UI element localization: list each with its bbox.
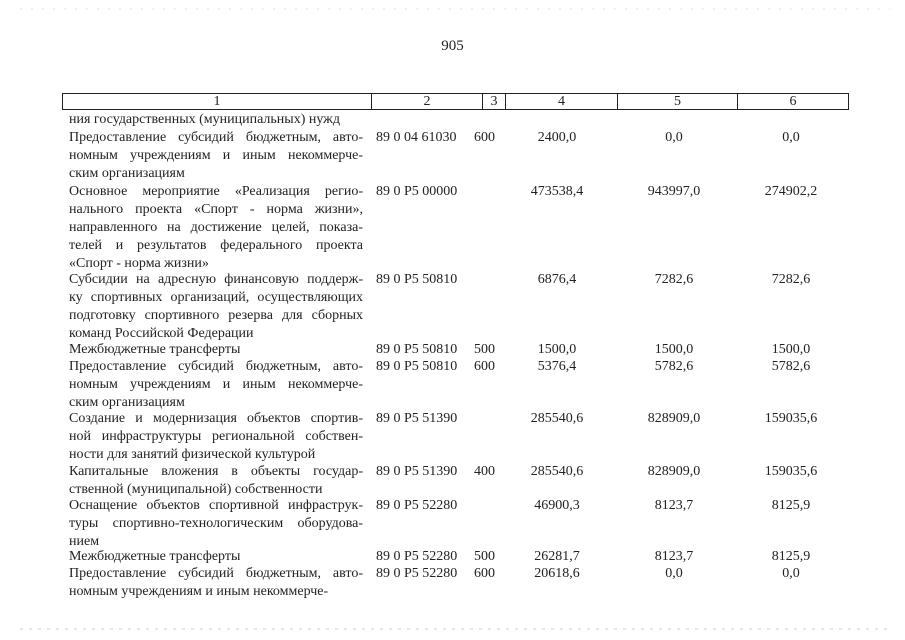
row-name xyxy=(69,111,363,129)
table-row xyxy=(0,463,905,499)
row-value-col-5: 8123,7 xyxy=(654,498,694,513)
row-value-col-4: 6876,4 xyxy=(537,272,577,287)
table-row xyxy=(0,565,905,601)
row-code: 89 0 04 61030 xyxy=(376,130,457,145)
row-name-line: нием xyxy=(69,534,100,549)
row-value-col-5: 1500,0 xyxy=(654,342,694,357)
row-name xyxy=(69,358,363,412)
row-name-line: туры спортивно-технологическим оборудова- xyxy=(69,516,363,531)
row-name xyxy=(69,341,363,359)
row-name xyxy=(69,271,363,343)
scan-edge-bottom xyxy=(20,628,890,630)
row-name-line: ния государственных (муниципальных) нужд xyxy=(69,112,340,127)
row-code: 89 0 P5 51390 xyxy=(376,464,458,479)
row-expense-type: 400 xyxy=(474,464,495,479)
row-name xyxy=(69,183,363,273)
row-value-col-6: 0,0 xyxy=(782,130,800,145)
row-name-line: ку спортивных организаций, осуществляющих xyxy=(69,290,363,305)
row-name-line: Предоставление субсидий бюджетным, авто- xyxy=(69,359,363,374)
row-name-line: номным учреждениям и иным некоммерче- xyxy=(69,584,329,599)
header-col-3: 3 xyxy=(482,94,505,109)
row-name-line: Предоставление субсидий бюджетным, авто- xyxy=(69,566,363,581)
row-value-col-4: 5376,4 xyxy=(537,359,577,374)
row-name-line: Капитальные вложения в объекты государ- xyxy=(69,464,363,479)
row-name xyxy=(69,497,363,551)
row-name-line: Оснащение объектов спортивной инфраструк- xyxy=(69,498,363,513)
row-value-col-6: 5782,6 xyxy=(771,359,811,374)
row-name-line: Предоставление субсидий бюджетным, авто- xyxy=(69,130,363,145)
row-name xyxy=(69,565,363,601)
row-name-line: Субсидии на адресную финансовую поддерж- xyxy=(69,272,363,287)
row-value-col-5: 828909,0 xyxy=(647,464,701,479)
row-value-col-6: 7282,6 xyxy=(771,272,811,287)
row-name-line: направленного на достижение целей, показа- xyxy=(69,220,363,235)
header-col-1: 1 xyxy=(213,94,221,109)
table-row xyxy=(0,548,905,566)
row-code: 89 0 P5 00000 xyxy=(376,184,458,199)
row-value-col-5: 0,0 xyxy=(665,566,683,581)
page-number: 905 xyxy=(441,38,464,54)
row-value-col-6: 8125,9 xyxy=(771,498,811,513)
header-col-4: 4 xyxy=(505,94,617,109)
row-code: 89 0 P5 50810 xyxy=(376,342,458,357)
row-expense-type: 500 xyxy=(474,342,495,357)
row-name-line: ности для занятий физической культурой xyxy=(69,447,316,462)
row-value-col-5: 0,0 xyxy=(665,130,683,145)
row-code: 89 0 P5 50810 xyxy=(376,359,458,374)
row-code: 89 0 P5 50810 xyxy=(376,272,458,287)
row-name-line: телей и результатов федерального проекта xyxy=(69,238,363,253)
row-value-col-6: 8125,9 xyxy=(771,549,811,564)
row-value-col-4: 2400,0 xyxy=(537,130,577,145)
row-value-col-4: 20618,6 xyxy=(534,566,580,581)
row-name-line: команд Российской Федерации xyxy=(69,326,254,341)
row-value-col-6: 1500,0 xyxy=(771,342,811,357)
table-row xyxy=(0,111,905,129)
table-row xyxy=(0,358,905,412)
row-expense-type: 600 xyxy=(474,359,495,374)
row-value-col-6: 159035,6 xyxy=(764,464,818,479)
row-name-line: Создание и модернизация объектов спортив- xyxy=(69,411,363,426)
header-col-2: 2 xyxy=(371,94,482,109)
row-value-col-6: 0,0 xyxy=(782,566,800,581)
row-value-col-4: 285540,6 xyxy=(530,411,584,426)
row-name-line: номным учреждениям и иным некоммерче- xyxy=(69,148,363,163)
row-code: 89 0 P5 52280 xyxy=(376,498,458,513)
row-name xyxy=(69,410,363,464)
row-expense-type: 600 xyxy=(474,130,495,145)
row-name xyxy=(69,463,363,499)
row-name-line: ским организациям xyxy=(69,166,185,181)
table-row xyxy=(0,410,905,464)
row-name-line: подготовку спортивного резерва для сборных xyxy=(69,308,363,323)
row-value-col-4: 1500,0 xyxy=(537,342,577,357)
row-code: 89 0 P5 52280 xyxy=(376,549,458,564)
row-value-col-4: 46900,3 xyxy=(534,498,580,513)
row-expense-type: 500 xyxy=(474,549,495,564)
row-value-col-4: 285540,6 xyxy=(530,464,584,479)
row-value-col-4: 473538,4 xyxy=(530,184,584,199)
row-name-line: Межбюджетные трансферты xyxy=(69,549,241,564)
row-name-line: ским организациям xyxy=(69,395,185,410)
table-row xyxy=(0,129,905,183)
row-value-col-4: 26281,7 xyxy=(534,549,580,564)
row-expense-type: 600 xyxy=(474,566,495,581)
row-value-col-5: 7282,6 xyxy=(654,272,694,287)
row-name-line: «Спорт - норма жизни» xyxy=(69,256,209,271)
table-row xyxy=(0,271,905,343)
row-name-line: нального проекта «Спорт - норма жизни», xyxy=(69,202,363,217)
table-row xyxy=(0,497,905,551)
table-row xyxy=(0,183,905,273)
row-name xyxy=(69,129,363,183)
row-name-line: Межбюджетные трансферты xyxy=(69,342,241,357)
row-name-line: ной инфраструктуры региональной собствен- xyxy=(69,429,363,444)
row-code: 89 0 P5 51390 xyxy=(376,411,458,426)
header-col-5: 5 xyxy=(617,94,737,109)
row-value-col-6: 274902,2 xyxy=(764,184,818,199)
row-value-col-5: 5782,6 xyxy=(654,359,694,374)
row-value-col-5: 8123,7 xyxy=(654,549,694,564)
row-name-line: ственной (муниципальной) собственности xyxy=(69,482,323,497)
row-value-col-5: 828909,0 xyxy=(647,411,701,426)
row-code: 89 0 P5 52280 xyxy=(376,566,458,581)
row-name-line: Основное мероприятие «Реализация регио- xyxy=(69,184,363,199)
row-name xyxy=(69,548,363,566)
header-col-6: 6 xyxy=(737,94,848,109)
table-row xyxy=(0,341,905,359)
row-value-col-6: 159035,6 xyxy=(764,411,818,426)
row-name-line: номным учреждениям и иным некоммерче- xyxy=(69,377,363,392)
row-value-col-5: 943997,0 xyxy=(647,184,701,199)
